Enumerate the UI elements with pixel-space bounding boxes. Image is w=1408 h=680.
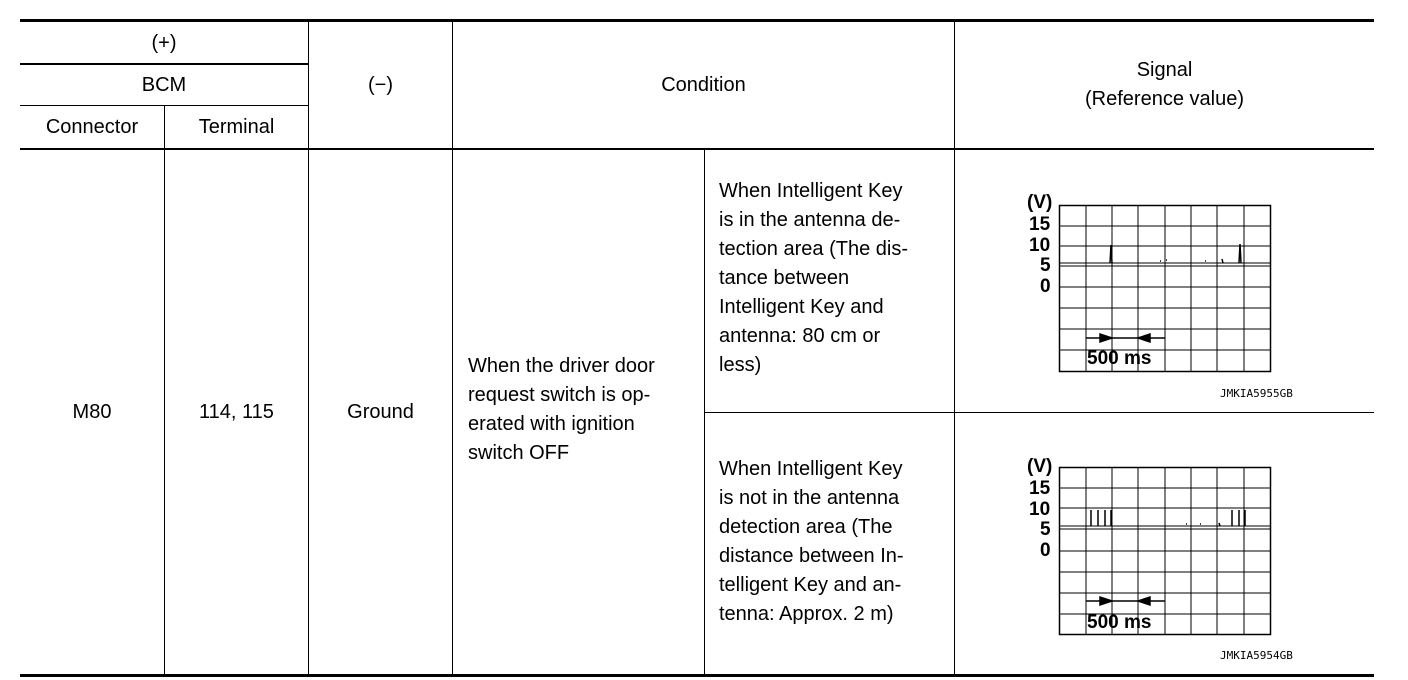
waveform-1-svg [1020,190,1330,405]
scope2-figure-code: JMKIA5954GB [1220,649,1293,662]
scope2-tick-0: 0 [1040,540,1051,561]
header-terminal: Terminal [198,116,275,138]
header-signal [955,22,1374,148]
scope2-signal [1091,510,1245,526]
header-signal-label: Signal [1136,59,1193,81]
oscilloscope-waveform-2 [1020,452,1330,667]
scope2-tick-5: 5 [1040,519,1051,540]
header-minus: (−) [368,74,393,96]
scope1-tick-15: 15 [1029,214,1051,235]
scope1-tick-5: 5 [1040,255,1051,276]
scope1-timebase-arrows [1086,334,1165,342]
header-plus: (+) [151,31,177,54]
cell-terminal: 114, 115 [199,401,274,423]
scope2-unit: (V) [1027,456,1053,477]
header-connector: Connector [45,116,139,138]
col-divider-condition [704,149,705,675]
table-bottom-border [20,674,1374,677]
scope2-timebase-arrows [1086,597,1165,605]
row-divider-signal [704,412,1374,413]
header-signal-reference: (Reference value) [1085,88,1244,110]
scope1-timebase: 500 ms [1087,348,1152,369]
cell-condition-sub1: When Intelligent Key is in the antenna de- tection area (The dis- tance between Intelligent Key and antenna: 80 cm or less) [719,180,908,376]
cell-condition-sub2: When Intelligent Key is not in the antenna detection area (The distance between In- telligent Key and an- tenna: Approx. 2 m) [719,458,904,625]
scope1-unit: (V) [1027,192,1053,213]
scope2-grid [1060,468,1271,635]
cell-ground: Ground [347,401,414,423]
header-condition: Condition [661,74,746,96]
waveform-2-svg [1020,452,1330,667]
cell-condition-main: When the driver door request switch is op- erated with ignition switch OFF [468,355,655,464]
scope2-tick-10: 10 [1029,499,1051,520]
cell-connector: M80 [72,401,112,423]
scope1-tick-0: 0 [1040,276,1051,297]
scope2-tick-15: 15 [1029,478,1051,499]
scope1-figure-code: JMKIA5955GB [1220,387,1293,400]
scope2-timebase: 500 ms [1087,612,1152,633]
header-bcm: BCM [141,74,187,96]
oscilloscope-waveform-1 [1020,190,1330,405]
scope1-signal [1110,244,1241,263]
scope1-tick-10: 10 [1029,235,1051,256]
scope1-grid [1060,206,1271,372]
